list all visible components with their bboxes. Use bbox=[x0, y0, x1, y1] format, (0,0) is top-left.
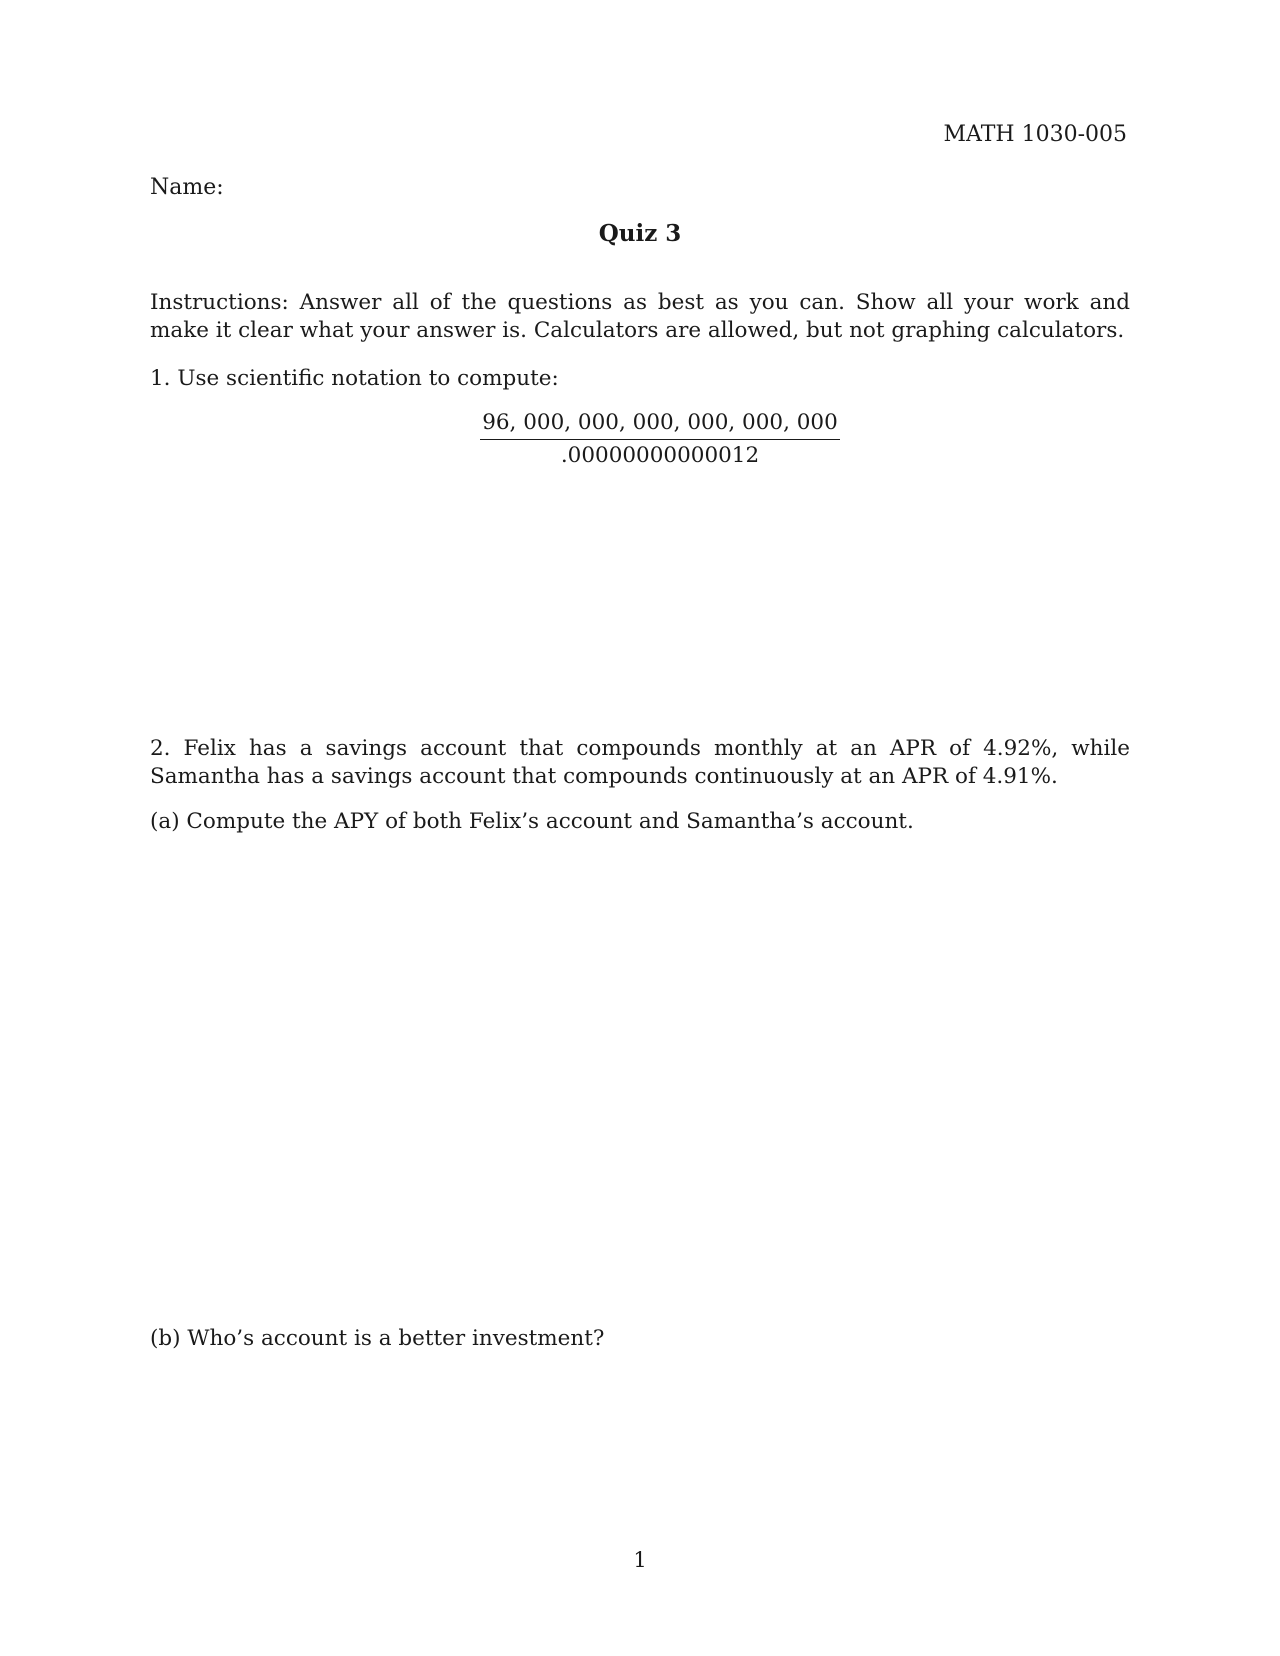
fraction-expression bbox=[440, 410, 840, 469]
question-2-part-a: (a) Compute the APY of both Felix’s account and Samantha’s account. bbox=[150, 809, 914, 834]
question-2-part-b: (b) Who’s account is a better investment? bbox=[150, 1326, 605, 1351]
fraction-numerator: 96, 000, 000, 000, 000, 000, 000 bbox=[480, 410, 840, 440]
name-label: Name: bbox=[150, 175, 224, 200]
course-code: MATH 1030-005 bbox=[943, 122, 1127, 147]
instructions-text: Instructions: Answer all of the questions as best as you can. Show all your work and make it clear what your answer is. Calculators are allowed, but not graphing calculators. bbox=[150, 290, 1130, 343]
question-1-text: 1. Use scientific notation to compute: bbox=[150, 366, 559, 391]
fraction-denominator: .00000000000012 bbox=[560, 443, 760, 468]
question-2-text: 2. Felix has a savings account that compounds monthly at an APR of 4.92%, while Samantha has a savings account that compounds continuously at an APR of 4.91%. bbox=[150, 736, 1130, 789]
page-number: 1 bbox=[633, 1548, 647, 1572]
quiz-title: Quiz 3 bbox=[598, 220, 682, 247]
question-1-fraction bbox=[0, 410, 1280, 469]
